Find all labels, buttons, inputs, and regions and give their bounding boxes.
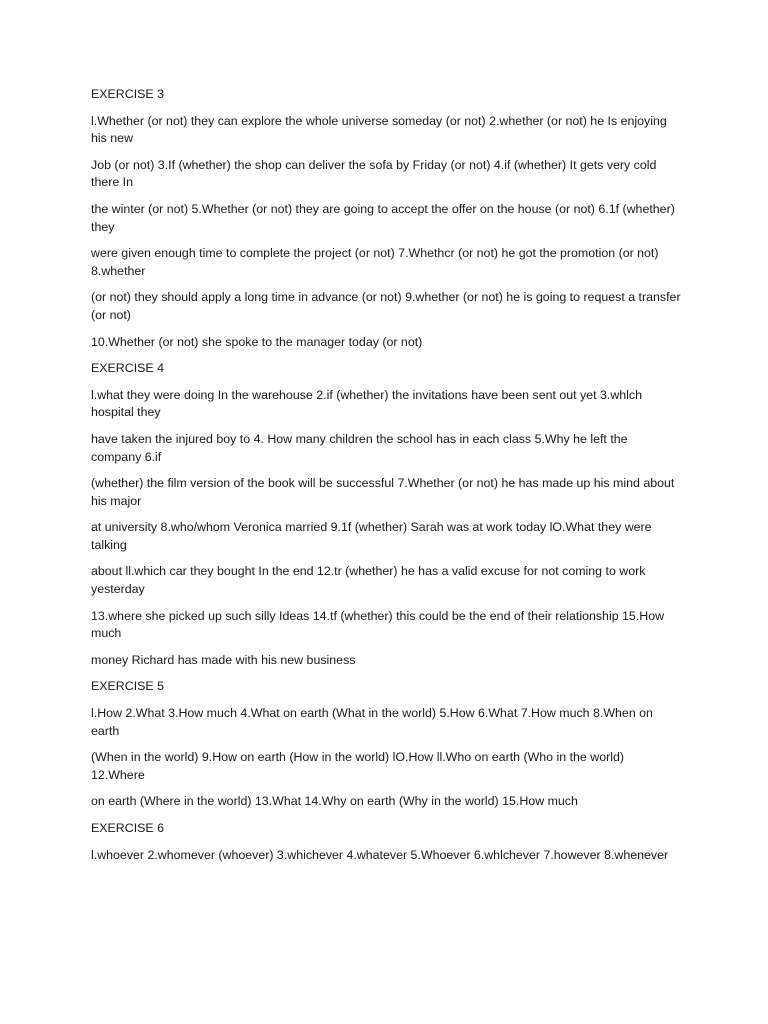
- exercise-3-line-2: Job (or not) 3.If (whether) the shop can deliver the sofa by Friday (or not) 4.if (whether) It gets very cold there In: [91, 157, 657, 190]
- document-page: [91, 86, 681, 873]
- exercise-4-line-4: at university 8.who/whom Veronica married 9.1f (whether) Sarah was at work today lO.What they were talking: [91, 520, 652, 552]
- exercise-4-line-2: have taken the injured boy to 4. How many children the school has in each class 5.Why he left the company 6.if: [91, 431, 628, 464]
- exercise-4-line-3: (whether) the film version of the book will be successful 7.Whether (or not) he has made up his mind about his major: [91, 476, 675, 508]
- exercise-3-line-6: 10.Whether (or not) she spoke to the manager today (or not): [91, 334, 423, 349]
- exercise-5-line-3: on earth (Where in the world) 13.What 14.Why on earth (Why in the world) 15.How much: [91, 794, 578, 809]
- exercise-5-line-1: l.How 2.What 3.How much 4.What on earth (What in the world) 5.How 6.What 7.How much 8.When on earth: [91, 706, 653, 738]
- exercise-4-line-6: 13.where she picked up such silly Ideas 14.tf (whether) this could be the end of their relationship 15.How much: [91, 608, 665, 641]
- exercise-4-line-7: money Richard has made with his new business: [91, 652, 356, 667]
- exercise-3-line-5: (or not) they should apply a long time in advance (or not) 9.whether (or not) he is going to request a transfer (or not): [91, 290, 681, 322]
- exercise-6-line-1: l.whoever 2.whomever (whoever) 3.whichever 4.whatever 5.Whoever 6.whlchever 7.however 8.whenever: [91, 847, 669, 862]
- exercise-6-heading: EXERCISE 6: [91, 821, 164, 835]
- exercise-3-line-3: the winter (or not) 5.Whether (or not) they are going to accept the offer on the house (or not) 6.1f (whether) they: [91, 201, 675, 234]
- exercise-5-line-2: (When in the world) 9.How on earth (How in the world) lO.How ll.Who on earth (Who in the world) 12.Where: [91, 750, 625, 782]
- exercise-4-line-1: l.what they were doing In the warehouse 2.if (whether) the invitations have been sent out yet 3.whlch hospital they: [91, 387, 643, 420]
- exercise-3-line-4: were given enough time to complete the project (or not) 7.Whethcr (or not) he got the promotion (or not) 8.whether: [91, 246, 659, 278]
- exercise-5-heading: EXERCISE 5: [91, 679, 164, 694]
- exercise-3-heading: EXERCISE 3: [91, 87, 164, 101]
- exercise-4-line-5: about ll.which car they bought In the end 12.tr (whether) he has a valid excuse for not coming to work yesterday: [91, 564, 646, 597]
- exercise-3-line-1: l.Whether (or not) they can explore the whole universe someday (or not) 2.whether (or not) he Is enjoying his new: [91, 113, 667, 146]
- exercise-4-heading: EXERCISE 4: [91, 361, 164, 376]
